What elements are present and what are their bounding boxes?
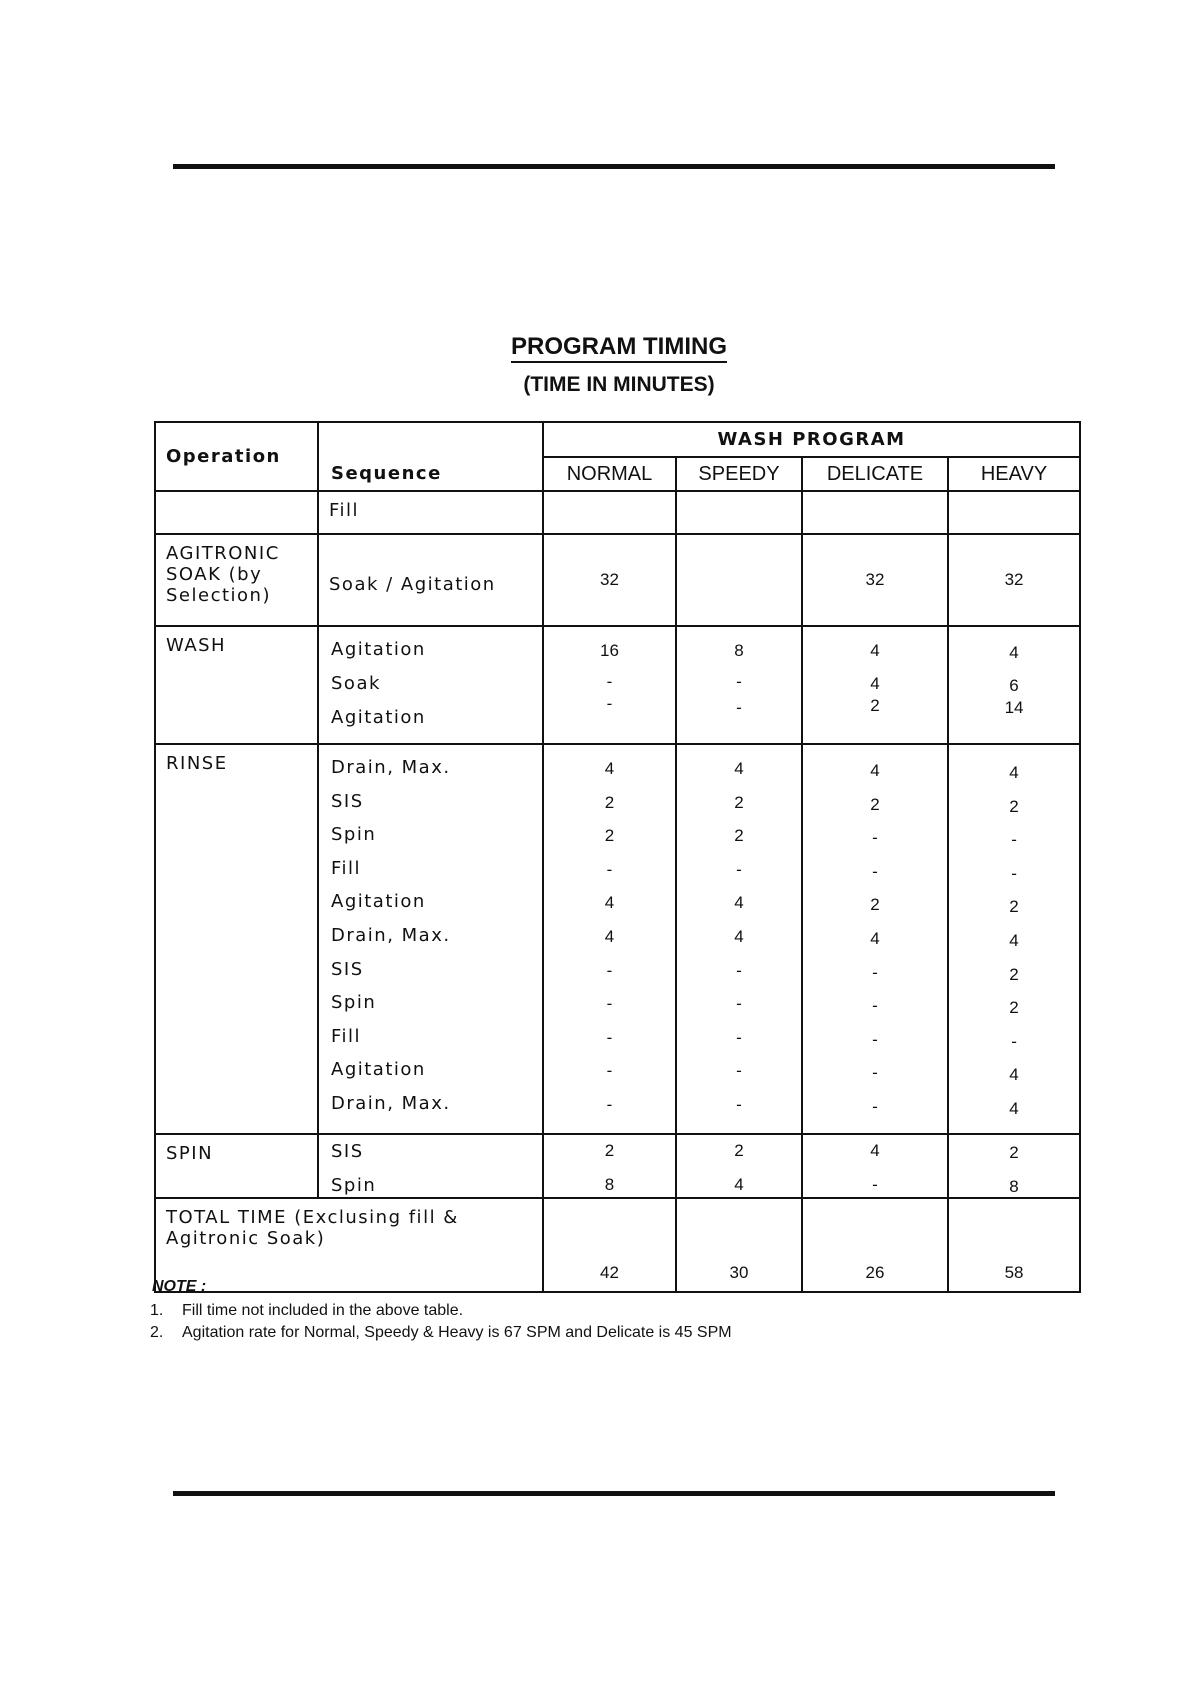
value: 2: [1009, 897, 1019, 917]
value: -: [606, 960, 613, 980]
value: 4: [1009, 930, 1019, 950]
value: 2: [1009, 998, 1019, 1018]
rinse-delicate: [802, 744, 948, 1134]
program-heavy-header: HEAVY: [948, 457, 1080, 491]
soak-speedy: [676, 534, 802, 626]
spin-speedy: [676, 1134, 802, 1198]
spin-sequence: [318, 1134, 543, 1198]
value: -: [736, 1094, 742, 1114]
value: 2: [734, 1140, 744, 1160]
value: 2: [734, 826, 744, 846]
operation-header: Operation: [155, 422, 318, 491]
wash-seq-item: Agitation: [331, 639, 426, 660]
value: 4: [1009, 763, 1019, 782]
top-rule: [173, 164, 1055, 169]
value: 14: [1004, 698, 1024, 717]
value: 2: [734, 792, 744, 812]
rinse-sequence: [318, 744, 543, 1134]
fill-normal: [543, 491, 676, 534]
value: 4: [870, 641, 880, 660]
value: -: [872, 1174, 878, 1194]
value: -: [872, 1029, 878, 1049]
value: -: [606, 694, 613, 713]
wash-program-header: WASH PROGRAM: [543, 422, 1080, 457]
value: 4: [870, 928, 880, 948]
value: 4: [604, 926, 615, 946]
note-text: Fill time not included in the above table.: [182, 1302, 464, 1319]
rinse-speedy: [676, 744, 802, 1134]
spin-row: [155, 1134, 1080, 1198]
value: -: [606, 672, 613, 691]
spin-heavy: [948, 1134, 1080, 1198]
value: -: [736, 859, 742, 879]
soak-delicate: 32: [802, 534, 948, 626]
value: -: [872, 828, 878, 848]
value: -: [872, 1063, 878, 1083]
total-normal: 42: [543, 1198, 676, 1292]
value: 2: [1009, 964, 1019, 984]
program-delicate-header: DELICATE: [802, 457, 948, 491]
wash-seq-item: Agitation: [331, 707, 426, 728]
value: 4: [1009, 1065, 1019, 1085]
value: 4: [870, 674, 880, 693]
value: 2: [1009, 1142, 1019, 1162]
value: -: [872, 1096, 878, 1116]
value: 2: [870, 696, 880, 715]
rinse-heavy: [948, 744, 1080, 1134]
value: 4: [870, 1140, 880, 1160]
value: 2: [870, 895, 880, 915]
wash-heavy: [948, 626, 1080, 744]
value: 4: [1009, 643, 1019, 662]
value: 4: [870, 761, 880, 780]
spin-seq-item: SIS: [331, 1140, 364, 1162]
total-row: [155, 1198, 1080, 1292]
value: -: [736, 994, 742, 1014]
value: -: [606, 1027, 613, 1047]
note-number: 1.: [150, 1302, 164, 1319]
value: -: [872, 962, 878, 982]
rinse-seq-item: Spin: [331, 824, 377, 846]
header-row: [155, 422, 1080, 457]
wash-operation: WASH: [155, 626, 318, 744]
note-text: Agitation rate for Normal, Speedy & Heavy is 67 SPM and Delicate is 45 SPM: [182, 1324, 732, 1341]
total-heavy: 58: [948, 1198, 1080, 1292]
soak-operation: AGITRONIC SOAK (by Selection): [155, 534, 318, 626]
spin-operation: SPIN: [155, 1134, 318, 1198]
value: 6: [1009, 676, 1019, 695]
value: 16: [600, 641, 619, 660]
soak-row: [155, 534, 1080, 626]
value: 4: [734, 759, 744, 778]
rinse-seq-item: Agitation: [331, 891, 426, 913]
soak-sequence: Soak / Agitation: [318, 534, 543, 626]
wash-row: [155, 626, 1080, 744]
value: -: [872, 861, 878, 881]
rinse-seq-item: Fill: [331, 1025, 362, 1047]
notes-list: [150, 1300, 732, 1344]
value: -: [736, 1061, 742, 1081]
total-label: TOTAL TIME (Exclusing fill & Agitronic Soak): [155, 1198, 543, 1292]
value: 4: [734, 893, 744, 913]
value: -: [606, 859, 613, 879]
value: -: [606, 1061, 613, 1081]
fill-delicate: [802, 491, 948, 534]
value: 8: [604, 1174, 615, 1194]
value: 2: [1009, 796, 1019, 816]
value: -: [606, 1094, 613, 1114]
page-title: PROGRAM TIMING: [0, 333, 1190, 361]
value: 4: [1009, 1098, 1019, 1118]
spin-delicate: [802, 1134, 948, 1198]
rinse-seq-item: Drain, Max.: [331, 924, 451, 946]
note-heading: NOTE :: [152, 1278, 207, 1295]
program-speedy-header: SPEEDY: [676, 457, 802, 491]
page-subtitle: (TIME IN MINUTES): [523, 373, 715, 396]
value: -: [872, 996, 878, 1016]
program-timing-table: [154, 421, 1081, 1293]
program-normal-header: NORMAL: [543, 457, 676, 491]
value: 2: [604, 826, 615, 846]
spin-normal: [543, 1134, 676, 1198]
rinse-seq-item: SIS: [331, 790, 364, 812]
wash-normal: [543, 626, 676, 744]
rinse-seq-item: Spin: [331, 992, 377, 1014]
sequence-header: Sequence: [318, 422, 543, 491]
soak-normal: 32: [543, 534, 676, 626]
spin-seq-item: Spin: [331, 1174, 377, 1196]
bottom-rule: [173, 1491, 1055, 1496]
value: -: [1011, 830, 1017, 850]
wash-seq-item: Soak: [331, 673, 381, 694]
total-speedy: 30: [676, 1198, 802, 1292]
note-item: [150, 1300, 732, 1322]
value: 4: [604, 893, 615, 913]
value: -: [1011, 1031, 1017, 1051]
note-item: [150, 1322, 732, 1344]
fill-heavy: [948, 491, 1080, 534]
rinse-seq-item: SIS: [331, 958, 364, 980]
value: 4: [734, 926, 744, 946]
wash-sequence: [318, 626, 543, 744]
value: -: [736, 698, 742, 717]
value: -: [606, 994, 613, 1014]
total-delicate: 26: [802, 1198, 948, 1292]
note-number: 2.: [150, 1324, 164, 1341]
value: 4: [734, 1174, 744, 1194]
value: 8: [734, 641, 744, 660]
wash-delicate: [802, 626, 948, 744]
value: -: [736, 1027, 742, 1047]
value: 2: [604, 792, 615, 812]
value: 4: [604, 759, 615, 778]
fill-speedy: [676, 491, 802, 534]
value: -: [736, 672, 742, 691]
value: 8: [1009, 1176, 1019, 1196]
value: -: [736, 960, 742, 980]
value: 2: [604, 1140, 615, 1160]
rinse-operation: RINSE: [155, 744, 318, 1134]
rinse-seq-item: Agitation: [331, 1059, 426, 1081]
fill-operation-cell: [155, 491, 318, 534]
rinse-seq-item: Drain, Max.: [331, 1092, 451, 1114]
value: 2: [870, 794, 880, 814]
wash-speedy: [676, 626, 802, 744]
rinse-seq-item: Drain, Max.: [331, 757, 451, 778]
fill-sequence: Fill: [318, 491, 543, 534]
rinse-row: [155, 744, 1080, 1134]
rinse-seq-item: Fill: [331, 857, 362, 879]
rinse-normal: [543, 744, 676, 1134]
value: -: [1011, 863, 1017, 883]
soak-heavy: 32: [948, 534, 1080, 626]
fill-row: [155, 491, 1080, 534]
